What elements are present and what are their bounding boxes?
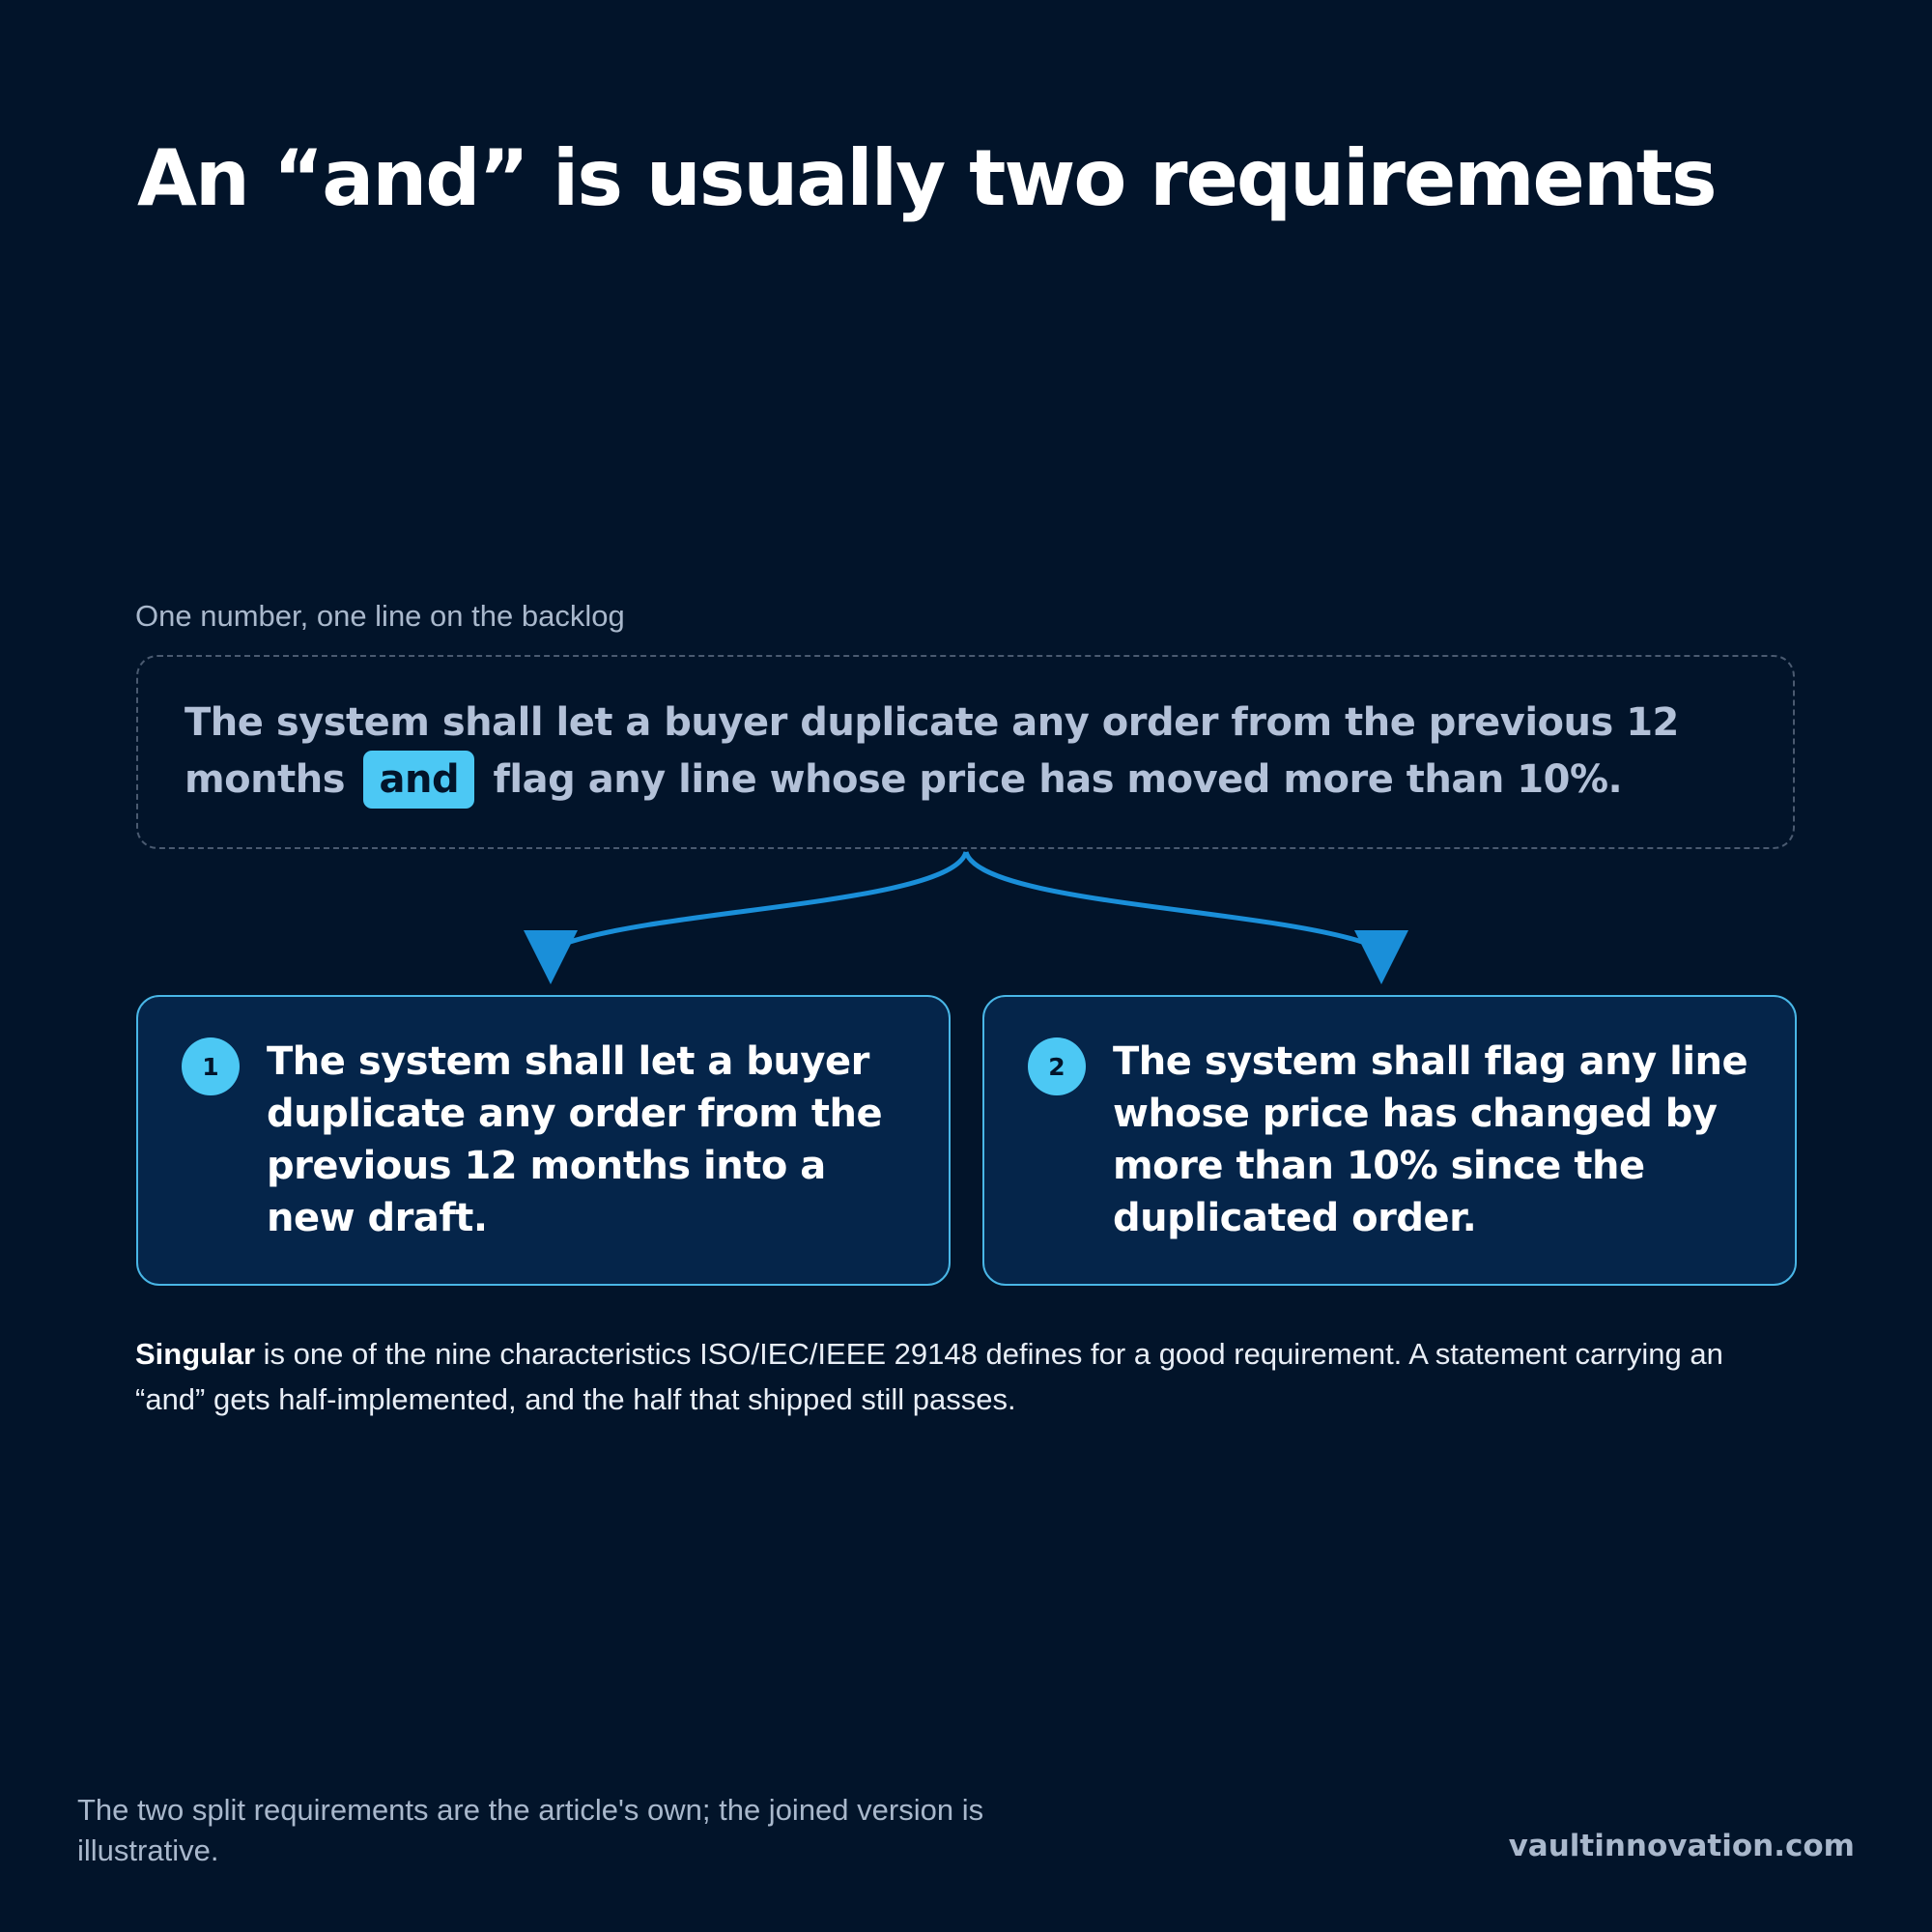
joined-text-before: The system shall let a buyer duplicate any order from the previous 12 months xyxy=(185,700,1679,802)
footnote: The two split requirements are the article's own; the joined version is illustrative. xyxy=(77,1793,984,1867)
explanation-term: Singular xyxy=(135,1337,256,1371)
requirement-card-1 xyxy=(136,995,951,1286)
and-highlight: and xyxy=(363,751,474,809)
requirement-text: The system shall flag any line whose price has changed by more than 10% since the duplicated order. xyxy=(1113,1039,1748,1240)
requirement-number-badge: 2 xyxy=(1028,1037,1086,1095)
joined-requirement-label: One number, one line on the backlog xyxy=(135,599,625,633)
explanation-text xyxy=(135,1331,1797,1422)
split-arrow-left xyxy=(570,852,966,942)
arrowhead-right-icon xyxy=(1354,930,1408,984)
page-title: An “and” is usually two requirements xyxy=(137,133,1716,223)
explanation-body: is one of the nine characteristics ISO/IEC/IEEE 29148 defines for a good requirement. A statement carrying an “and” gets half-implemented, and the half that shipped still passes. xyxy=(135,1337,1723,1416)
joined-text-after: flag any line whose price has moved more than 10%. xyxy=(493,757,1623,802)
site-url: vaultinnovation.com xyxy=(1508,1829,1855,1863)
joined-requirement-box xyxy=(136,655,1795,849)
requirement-text: The system shall let a buyer duplicate any order from the previous 12 months into a new draft. xyxy=(267,1039,883,1240)
joined-requirement-text xyxy=(185,696,1748,809)
requirement-card-2 xyxy=(982,995,1797,1286)
split-arrow-right xyxy=(966,852,1362,942)
arrowhead-left-icon xyxy=(524,930,578,984)
requirement-number-badge: 1 xyxy=(182,1037,240,1095)
